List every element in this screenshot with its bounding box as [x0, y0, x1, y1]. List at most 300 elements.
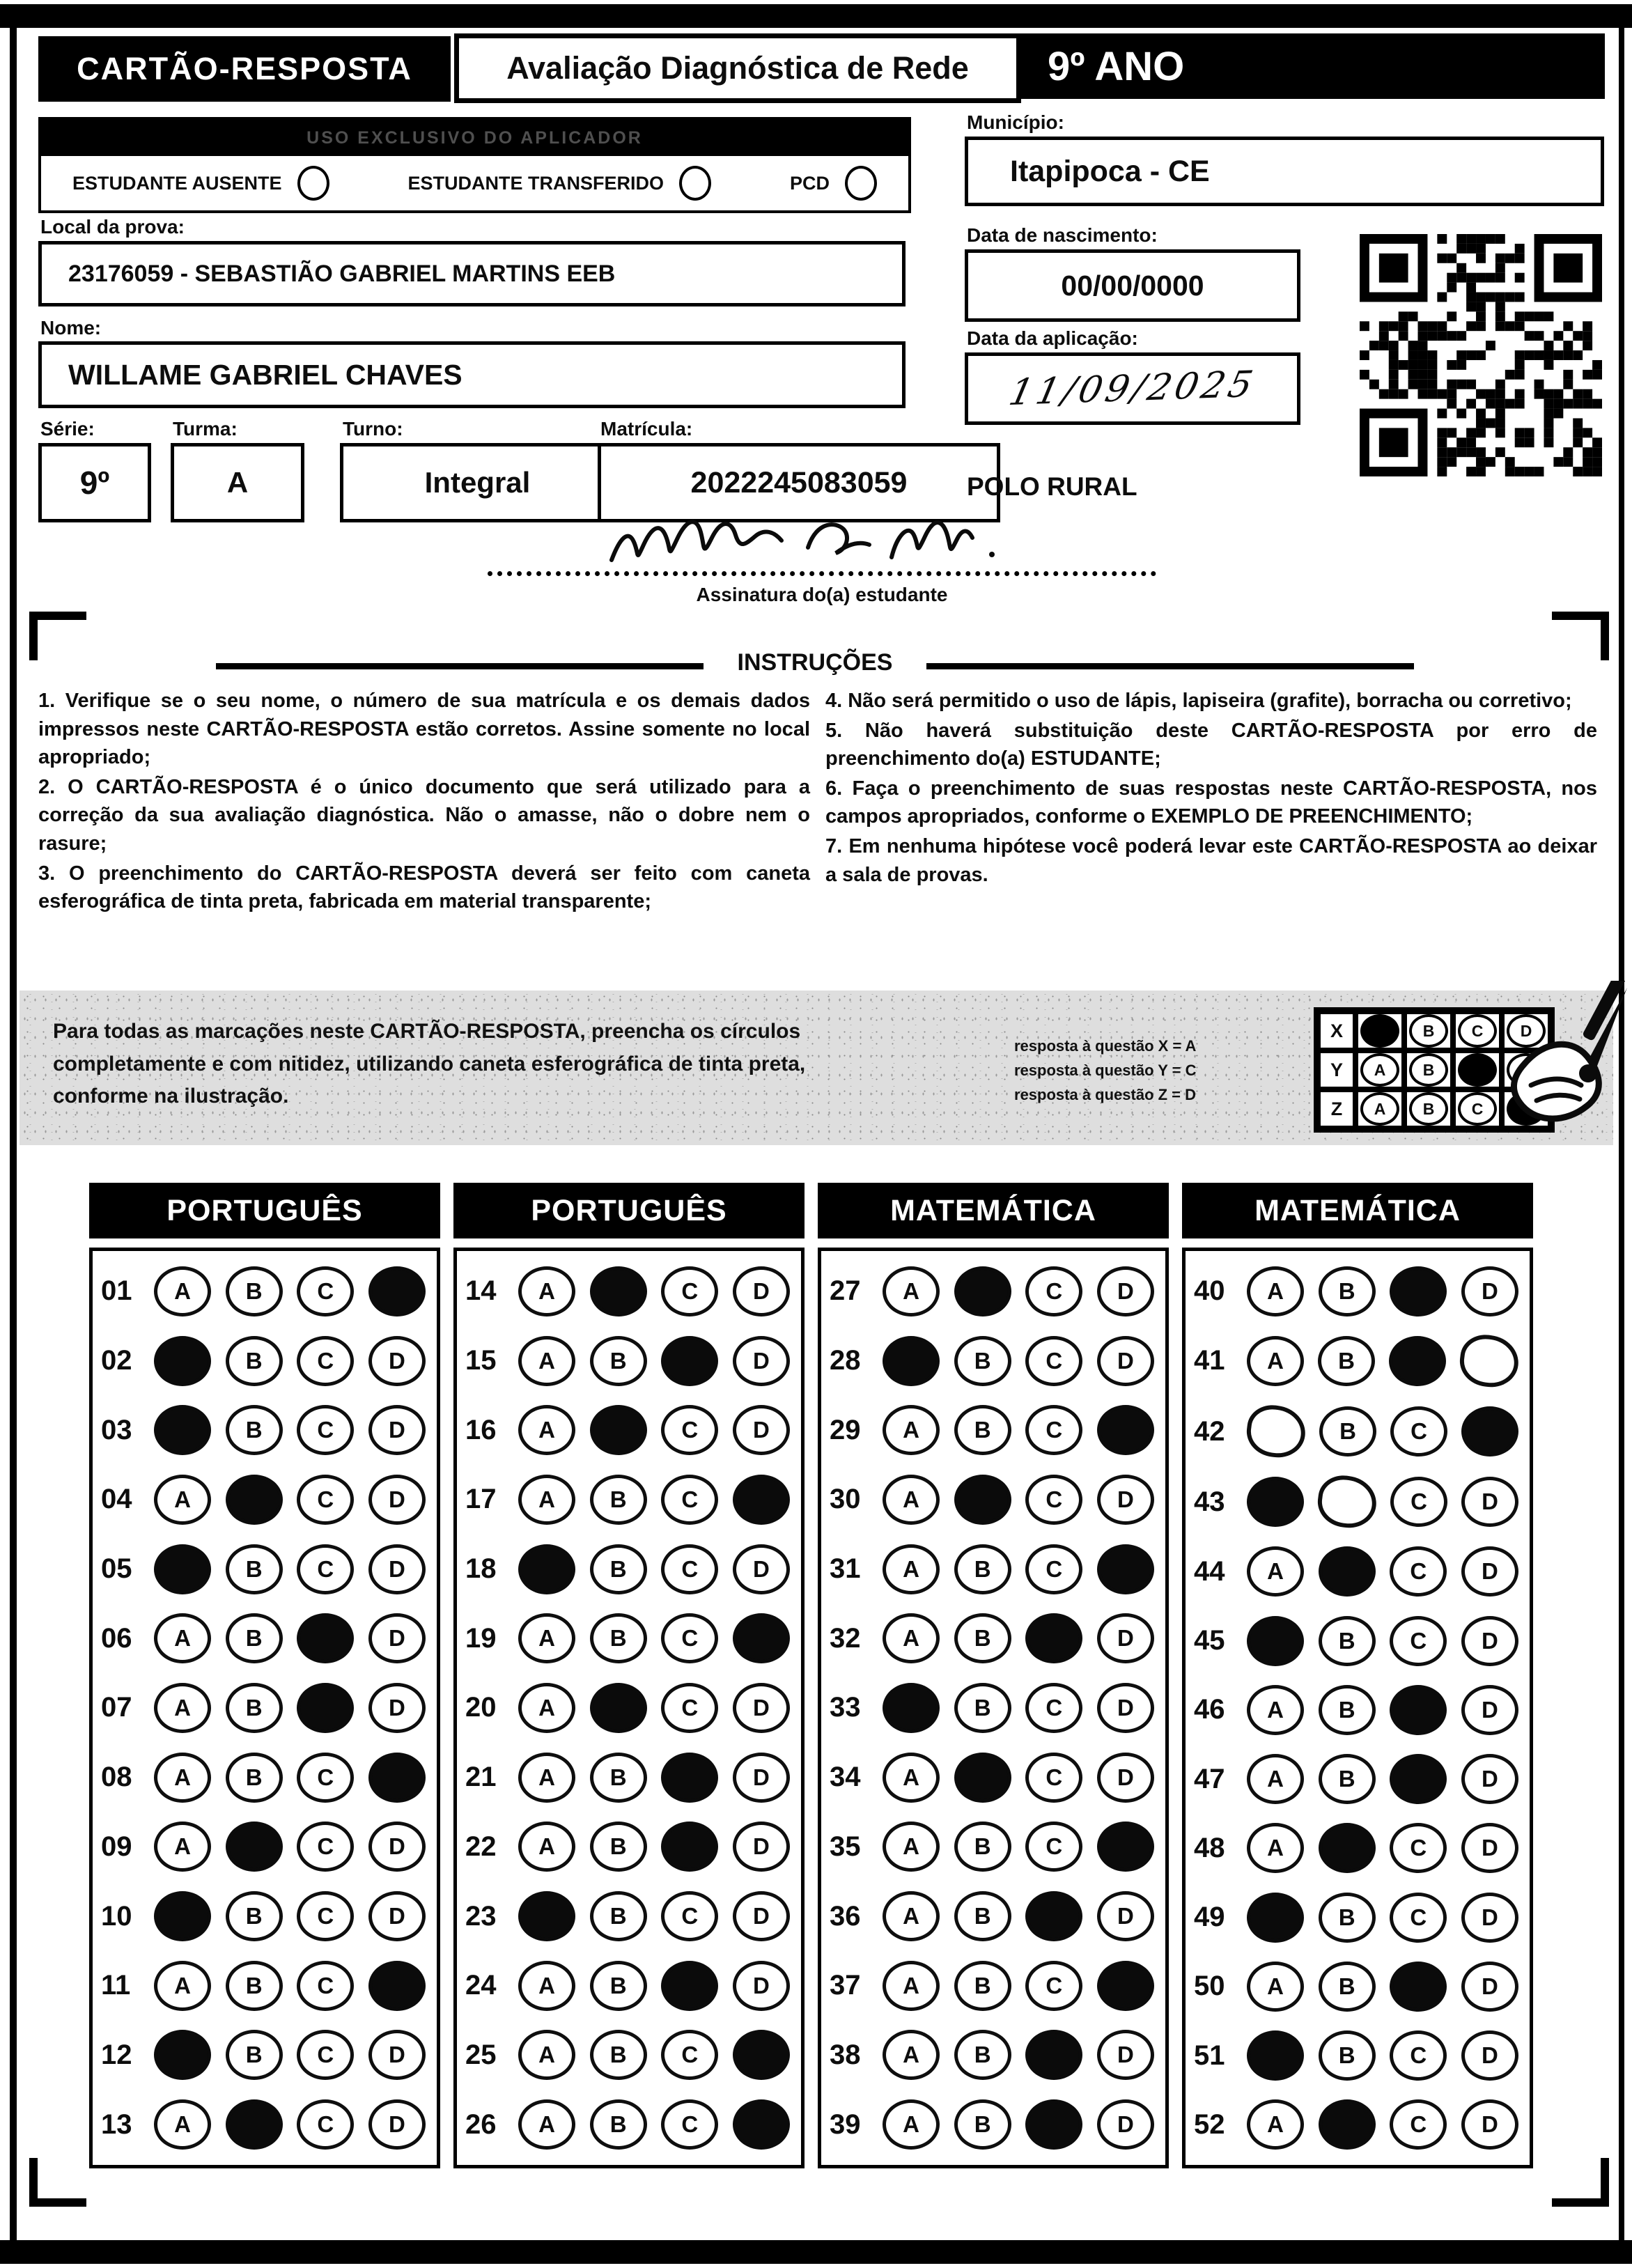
bubble-14-C[interactable]: C [661, 1266, 718, 1316]
applicator-bar-text: USO EXCLUSIVO DO APLICADOR [306, 127, 643, 148]
bubble-09-D[interactable]: D [368, 1822, 426, 1872]
bubble-group [518, 1961, 790, 2011]
question-row [465, 1544, 790, 1594]
bubble-21-D[interactable]: D [733, 1753, 790, 1803]
bubble-45-A[interactable] [1247, 1616, 1304, 1666]
bubble-03-C[interactable]: C [297, 1405, 354, 1455]
bubble-20-C[interactable]: C [661, 1683, 718, 1733]
bubble-12-D[interactable]: D [368, 2030, 426, 2080]
bubble-51-A[interactable] [1247, 2030, 1304, 2081]
question-number: 44 [1194, 1555, 1225, 1587]
corner-mark-bottom-right [1552, 2158, 1609, 2207]
bubble-42-A[interactable] [1244, 1402, 1308, 1461]
answer-column [818, 1183, 1169, 2168]
bubble-18-D[interactable]: D [733, 1544, 790, 1594]
bubble-04-B[interactable] [226, 1475, 283, 1525]
bubble-01-C[interactable]: C [297, 1266, 354, 1316]
bubble-02-C[interactable]: C [297, 1336, 354, 1386]
bubble-08-C[interactable]: C [297, 1753, 354, 1803]
question-number: 03 [101, 1414, 132, 1445]
bubble-group [1247, 1335, 1518, 1387]
bubble-22-A[interactable]: A [518, 1822, 575, 1872]
question-row [1194, 1476, 1518, 1528]
example-bubble-X-D[interactable]: D [1507, 1014, 1546, 1048]
bubble-49-D[interactable]: D [1461, 1893, 1518, 1943]
bubble-34-C[interactable]: C [1025, 1753, 1082, 1803]
bubble-20-A[interactable]: A [518, 1683, 575, 1733]
bubble-44-C[interactable]: C [1390, 1546, 1447, 1597]
bubble-15-D[interactable]: D [733, 1336, 790, 1386]
example-bubble-X-A[interactable] [1360, 1014, 1399, 1048]
question-row [830, 1822, 1154, 1872]
answer-grid [818, 1248, 1169, 2168]
bubble-32-B[interactable]: B [954, 1613, 1011, 1663]
bubble-37-C[interactable]: C [1025, 1961, 1082, 2011]
example-cell [1404, 1011, 1453, 1050]
bubble-37-D[interactable] [1097, 1961, 1154, 2011]
bubble-48-C[interactable]: C [1390, 1823, 1447, 1873]
question-number: 49 [1194, 1902, 1225, 1933]
bubble-03-A[interactable] [154, 1405, 211, 1455]
bubble-29-C[interactable]: C [1025, 1405, 1082, 1455]
bubble-46-D[interactable]: D [1461, 1685, 1518, 1735]
bubble-01-D[interactable] [368, 1266, 426, 1316]
bubble-31-D[interactable] [1097, 1544, 1154, 1594]
bubble-18-A[interactable] [518, 1544, 575, 1594]
bubble-11-D[interactable] [368, 1961, 426, 2011]
bubble-40-D[interactable]: D [1461, 1266, 1518, 1316]
bubble-group [154, 1613, 426, 1663]
bubble-47-C[interactable] [1390, 1754, 1447, 1804]
corner-mark-top-right [1552, 612, 1609, 660]
bubble-44-A[interactable]: A [1247, 1546, 1304, 1597]
bubble-10-D[interactable]: D [368, 1891, 426, 1941]
bubble-09-A[interactable]: A [154, 1822, 211, 1872]
bubble-43-A[interactable] [1247, 1477, 1304, 1527]
bubble-35-A[interactable]: A [883, 1822, 940, 1872]
bubble-07-B[interactable]: B [226, 1683, 283, 1733]
bubble-38-B[interactable]: B [954, 2030, 1011, 2080]
bubble-50-B[interactable]: B [1319, 1962, 1376, 2012]
question-number: 28 [830, 1345, 861, 1376]
bubble-15-B[interactable]: B [590, 1336, 647, 1386]
bubble-52-A[interactable]: A [1247, 2099, 1304, 2150]
bubble-29-B[interactable]: B [954, 1405, 1011, 1455]
bubble-46-A[interactable]: A [1247, 1685, 1304, 1735]
bubble-25-B[interactable]: B [590, 2030, 647, 2080]
instructions-rule-right [926, 663, 1414, 669]
bubble-30-D[interactable]: D [1097, 1475, 1154, 1525]
bubble-23-D[interactable]: D [733, 1891, 790, 1941]
bubble-31-A[interactable]: A [883, 1544, 940, 1594]
question-number: 24 [465, 1970, 497, 2001]
example-cell [1404, 1089, 1453, 1128]
bubble-02-A[interactable] [154, 1336, 211, 1386]
bubble-29-A[interactable]: A [883, 1405, 940, 1455]
question-number: 37 [830, 1970, 861, 2001]
bubble-47-B[interactable]: B [1319, 1754, 1376, 1804]
question-row [830, 1891, 1154, 1941]
bubble-43-B[interactable] [1315, 1473, 1379, 1531]
question-number: 27 [830, 1275, 861, 1307]
question-row [465, 1753, 790, 1803]
bubble-49-A[interactable] [1247, 1893, 1304, 1943]
bubble-06-D[interactable]: D [368, 1613, 426, 1663]
bubble-43-C[interactable]: C [1390, 1477, 1447, 1527]
bubble-16-C[interactable]: C [661, 1405, 718, 1455]
bubble-30-C[interactable]: C [1025, 1475, 1082, 1525]
bubble-36-A[interactable]: A [883, 1891, 940, 1941]
bubble-34-D[interactable]: D [1097, 1753, 1154, 1803]
bubble-33-D[interactable]: D [1097, 1683, 1154, 1733]
bubble-52-D[interactable]: D [1461, 2099, 1518, 2150]
bubble-51-C[interactable]: C [1390, 2030, 1447, 2081]
bubble-33-B[interactable]: B [954, 1683, 1011, 1733]
bubble-04-C[interactable]: C [297, 1475, 354, 1525]
instruction-item: 4. Não será permitido o uso de lápis, lapiseira (grafite), borracha ou corretivo; [825, 690, 1572, 712]
question-row [1194, 1335, 1518, 1387]
bubble-15-A[interactable]: A [518, 1336, 575, 1386]
bubble-37-A[interactable]: A [883, 1961, 940, 2011]
bubble-05-B[interactable]: B [226, 1544, 283, 1594]
bubble-05-D[interactable]: D [368, 1544, 426, 1594]
bubble-40-A[interactable]: A [1247, 1266, 1304, 1316]
question-row [830, 1336, 1154, 1386]
bubble-group [154, 1475, 426, 1525]
bubble-28-C[interactable]: C [1025, 1336, 1082, 1386]
hand-pen-illustration [1482, 981, 1632, 1155]
bubble-30-A[interactable]: A [883, 1475, 940, 1525]
bubble-25-D[interactable] [733, 2030, 790, 2080]
question-row [101, 1753, 426, 1803]
bubble-13-B[interactable] [226, 2099, 283, 2150]
bubble-50-C[interactable] [1390, 1962, 1447, 2012]
bubble-31-C[interactable]: C [1025, 1544, 1082, 1594]
bubble-19-C[interactable]: C [661, 1613, 718, 1663]
bubble-group [154, 1683, 426, 1733]
status-bubble-pcd[interactable] [845, 166, 877, 201]
bubble-group [1247, 1754, 1518, 1804]
question-number: 25 [465, 2039, 497, 2070]
bubble-39-A[interactable]: A [883, 2099, 940, 2150]
question-row [1194, 1616, 1518, 1666]
bubble-03-D[interactable]: D [368, 1405, 426, 1455]
bubble-16-A[interactable]: A [518, 1405, 575, 1455]
bubble-38-A[interactable]: A [883, 2030, 940, 2080]
bubble-01-B[interactable]: B [226, 1266, 283, 1316]
bubble-group [883, 1405, 1154, 1455]
example-bubble-Z-B[interactable]: B [1409, 1092, 1448, 1126]
bubble-group [154, 1891, 426, 1941]
bubble-32-A[interactable]: A [883, 1613, 940, 1663]
bubble-group [1247, 1685, 1518, 1735]
bubble-23-C[interactable]: C [661, 1891, 718, 1941]
question-number: 11 [101, 1970, 131, 2001]
bubble-10-B[interactable]: B [226, 1891, 283, 1941]
corner-mark-bottom-left [29, 2158, 86, 2207]
bubble-14-A[interactable]: A [518, 1266, 575, 1316]
example-bubble-Y-B[interactable]: B [1409, 1053, 1448, 1087]
bubble-42-C[interactable]: C [1390, 1406, 1447, 1457]
bubble-27-D[interactable]: D [1097, 1266, 1154, 1316]
bubble-35-B[interactable]: B [954, 1822, 1011, 1872]
example-row-label: Y [1318, 1050, 1355, 1089]
bubble-49-B[interactable]: B [1319, 1893, 1376, 1943]
bubble-38-D[interactable]: D [1097, 2030, 1154, 2080]
bubble-36-C[interactable] [1025, 1891, 1082, 1941]
bubble-18-B[interactable]: B [590, 1544, 647, 1594]
bubble-06-C[interactable] [297, 1613, 354, 1663]
bubble-20-D[interactable]: D [733, 1683, 790, 1733]
corner-mark-top-left [29, 612, 86, 660]
bubble-34-B[interactable] [954, 1753, 1011, 1803]
bubble-17-B[interactable]: B [590, 1475, 647, 1525]
bubble-09-C[interactable]: C [297, 1822, 354, 1872]
grade-box [1021, 33, 1605, 99]
bubble-group [883, 2099, 1154, 2150]
bubble-group [518, 2030, 790, 2080]
bubble-42-D[interactable] [1461, 1406, 1518, 1457]
bubble-group [1247, 1266, 1518, 1316]
bubble-07-A[interactable]: A [154, 1683, 211, 1733]
bubble-19-D[interactable] [733, 1613, 790, 1663]
bubble-23-A[interactable] [518, 1891, 575, 1941]
bubble-43-D[interactable]: D [1461, 1477, 1518, 1527]
bubble-49-C[interactable]: C [1390, 1893, 1447, 1943]
question-number: 29 [830, 1414, 861, 1445]
question-number: 14 [465, 1275, 497, 1307]
bubble-06-B[interactable]: B [226, 1613, 283, 1663]
bubble-34-A[interactable]: A [883, 1753, 940, 1803]
bubble-22-D[interactable]: D [733, 1822, 790, 1872]
bubble-08-D[interactable] [368, 1753, 426, 1803]
bubble-41-B[interactable]: B [1318, 1336, 1375, 1386]
bubble-group [883, 2030, 1154, 2080]
bubble-38-C[interactable] [1025, 2030, 1082, 2080]
bubble-50-D[interactable]: D [1461, 1962, 1518, 2012]
bubble-15-C[interactable] [661, 1336, 718, 1386]
bubble-04-D[interactable]: D [368, 1475, 426, 1525]
bubble-11-C[interactable]: C [297, 1961, 354, 2011]
bubble-39-C[interactable] [1025, 2099, 1082, 2150]
bubble-27-A[interactable]: A [883, 1266, 940, 1316]
bubble-06-A[interactable]: A [154, 1613, 211, 1663]
bubble-44-B[interactable] [1319, 1546, 1376, 1597]
question-row [830, 1753, 1154, 1803]
bubble-42-B[interactable]: B [1319, 1406, 1376, 1457]
bubble-32-C[interactable] [1025, 1613, 1082, 1663]
bubble-09-B[interactable] [226, 1822, 283, 1872]
question-number: 18 [465, 1553, 497, 1585]
bubble-17-C[interactable]: C [661, 1475, 718, 1525]
bubble-40-C[interactable] [1390, 1266, 1447, 1316]
bubble-19-B[interactable]: B [590, 1613, 647, 1663]
bubble-17-D[interactable] [733, 1475, 790, 1525]
turno-value: Integral [424, 466, 531, 499]
bubble-47-A[interactable]: A [1247, 1754, 1304, 1804]
bubble-10-C[interactable]: C [297, 1891, 354, 1941]
bubble-group [154, 1336, 426, 1386]
bubble-30-B[interactable] [954, 1475, 1011, 1525]
example-cell [1355, 1050, 1404, 1089]
aplicacao-value-handwritten: 11/09/2025 [1005, 363, 1260, 414]
bubble-17-A[interactable]: A [518, 1475, 575, 1525]
bubble-48-B[interactable] [1319, 1823, 1376, 1873]
bubble-35-C[interactable]: C [1025, 1822, 1082, 1872]
bubble-41-C[interactable] [1389, 1336, 1446, 1386]
instruction-item: 2. O CARTÃO-RESPOSTA é o único documento que será utilizado para a correção da sua avaliação diagnóstica. Não o amasse, não o dobre nem o rasure; [38, 775, 810, 855]
question-row [1194, 2099, 1518, 2150]
bubble-26-D[interactable] [733, 2099, 790, 2150]
bubble-03-B[interactable]: B [226, 1405, 283, 1455]
bubble-46-C[interactable] [1390, 1685, 1447, 1735]
bubble-08-A[interactable]: A [154, 1753, 211, 1803]
bubble-51-B[interactable]: B [1319, 2030, 1376, 2081]
bubble-25-C[interactable]: C [661, 2030, 718, 2080]
example-bubble-Y-A[interactable]: A [1360, 1053, 1399, 1087]
matricula-value: 2022245083059 [690, 465, 908, 499]
bubble-26-A[interactable]: A [518, 2099, 575, 2150]
bubble-12-B[interactable]: B [226, 2030, 283, 2080]
bubble-07-C[interactable] [297, 1683, 354, 1733]
question-row [1194, 1962, 1518, 2012]
bubble-52-B[interactable] [1319, 2099, 1376, 2150]
bubble-04-A[interactable]: A [154, 1475, 211, 1525]
example-bubble-X-C[interactable]: C [1458, 1014, 1497, 1048]
bubble-02-B[interactable]: B [226, 1336, 283, 1386]
bubble-25-A[interactable]: A [518, 2030, 575, 2080]
status-estudante-ausente [72, 166, 329, 201]
bubble-08-B[interactable]: B [226, 1753, 283, 1803]
bubble-32-D[interactable]: D [1097, 1613, 1154, 1663]
bubble-26-B[interactable]: B [590, 2099, 647, 2150]
bubble-28-B[interactable]: B [954, 1336, 1011, 1386]
bubble-20-B[interactable] [590, 1683, 647, 1733]
bubble-05-C[interactable]: C [297, 1544, 354, 1594]
bubble-27-B[interactable] [954, 1266, 1011, 1316]
bubble-group [518, 1613, 790, 1663]
bubble-16-B[interactable] [590, 1405, 647, 1455]
status-bubble-ausente[interactable] [297, 166, 329, 201]
aplicacao-label: Data da aplicação: [967, 327, 1138, 349]
bubble-44-D[interactable]: D [1461, 1546, 1518, 1597]
nome-label: Nome: [40, 317, 102, 339]
bubble-24-C[interactable] [661, 1961, 718, 2011]
question-row [1194, 1893, 1518, 1943]
bubble-14-B[interactable] [590, 1266, 647, 1316]
bubble-10-A[interactable] [154, 1891, 211, 1941]
bubble-27-C[interactable]: C [1025, 1266, 1082, 1316]
bubble-13-D[interactable]: D [368, 2099, 426, 2150]
bubble-26-C[interactable]: C [661, 2099, 718, 2150]
bubble-52-C[interactable]: C [1390, 2099, 1447, 2150]
bubble-29-D[interactable] [1097, 1405, 1154, 1455]
bubble-28-A[interactable] [883, 1336, 940, 1386]
bubble-24-A[interactable]: A [518, 1961, 575, 2011]
bubble-39-D[interactable]: D [1097, 2099, 1154, 2150]
bubble-31-B[interactable]: B [954, 1544, 1011, 1594]
question-number: 13 [101, 2108, 132, 2140]
bubble-14-D[interactable]: D [733, 1266, 790, 1316]
instructions-right-column [825, 687, 1597, 890]
question-row [101, 1683, 426, 1733]
bubble-48-A[interactable]: A [1247, 1823, 1304, 1873]
answer-grid [453, 1248, 805, 2168]
bubble-51-D[interactable]: D [1461, 2030, 1518, 2081]
bubble-16-D[interactable]: D [733, 1405, 790, 1455]
bubble-47-D[interactable]: D [1461, 1754, 1518, 1804]
applicator-bar [41, 120, 908, 156]
bubble-21-B[interactable]: B [590, 1753, 647, 1803]
bubble-28-D[interactable]: D [1097, 1336, 1154, 1386]
question-row [465, 1405, 790, 1455]
bubble-45-B[interactable]: B [1319, 1616, 1376, 1666]
bubble-36-B[interactable]: B [954, 1891, 1011, 1941]
bubble-23-B[interactable]: B [590, 1891, 647, 1941]
bubble-45-D[interactable]: D [1461, 1616, 1518, 1666]
bubble-48-D[interactable]: D [1461, 1823, 1518, 1873]
bubble-45-C[interactable]: C [1390, 1616, 1447, 1666]
bubble-50-A[interactable]: A [1247, 1962, 1304, 2012]
bubble-22-C[interactable] [661, 1822, 718, 1872]
bubble-46-B[interactable]: B [1319, 1685, 1376, 1735]
status-label: PCD [789, 172, 830, 194]
example-bubble-Z-C[interactable]: C [1458, 1092, 1497, 1126]
bubble-33-A[interactable] [883, 1683, 940, 1733]
bubble-01-A[interactable]: A [154, 1266, 211, 1316]
bubble-group [518, 1683, 790, 1733]
bubble-19-A[interactable]: A [518, 1613, 575, 1663]
example-bubble-Z-A[interactable]: A [1360, 1092, 1399, 1126]
bubble-group [883, 1266, 1154, 1316]
example-bubble-X-B[interactable]: B [1409, 1014, 1448, 1048]
bubble-group [518, 1891, 790, 1941]
status-estudante-transferido [408, 166, 712, 201]
bubble-07-D[interactable]: D [368, 1683, 426, 1733]
bubble-24-D[interactable]: D [733, 1961, 790, 2011]
bubble-40-B[interactable]: B [1319, 1266, 1376, 1316]
question-number: 08 [101, 1762, 132, 1793]
turno-label: Turno: [343, 418, 403, 440]
subject-header: PORTUGUÊS [89, 1183, 440, 1238]
question-number: 17 [465, 1484, 497, 1515]
status-bubble-transferido[interactable] [679, 166, 711, 201]
bubble-11-A[interactable]: A [154, 1961, 211, 2011]
question-row [101, 1405, 426, 1455]
bubble-group [883, 1891, 1154, 1941]
bubble-33-C[interactable]: C [1025, 1683, 1082, 1733]
bubble-13-C[interactable]: C [297, 2099, 354, 2150]
bubble-05-A[interactable] [154, 1544, 211, 1594]
bubble-11-B[interactable]: B [226, 1961, 283, 2011]
bubble-13-A[interactable]: A [154, 2099, 211, 2150]
bubble-35-D[interactable] [1097, 1822, 1154, 1872]
bubble-02-D[interactable]: D [368, 1336, 426, 1386]
bubble-22-B[interactable]: B [590, 1822, 647, 1872]
bubble-37-B[interactable]: B [954, 1961, 1011, 2011]
bubble-36-D[interactable]: D [1097, 1891, 1154, 1941]
bubble-41-A[interactable]: A [1247, 1336, 1304, 1386]
bubble-21-C[interactable] [661, 1753, 718, 1803]
bubble-39-B[interactable]: B [954, 2099, 1011, 2150]
bubble-41-D[interactable] [1457, 1332, 1521, 1390]
bubble-21-A[interactable]: A [518, 1753, 575, 1803]
bubble-12-A[interactable] [154, 2030, 211, 2080]
bubble-12-C[interactable]: C [297, 2030, 354, 2080]
bubble-24-B[interactable]: B [590, 1961, 647, 2011]
bubble-18-C[interactable]: C [661, 1544, 718, 1594]
answer-column [89, 1183, 440, 2168]
